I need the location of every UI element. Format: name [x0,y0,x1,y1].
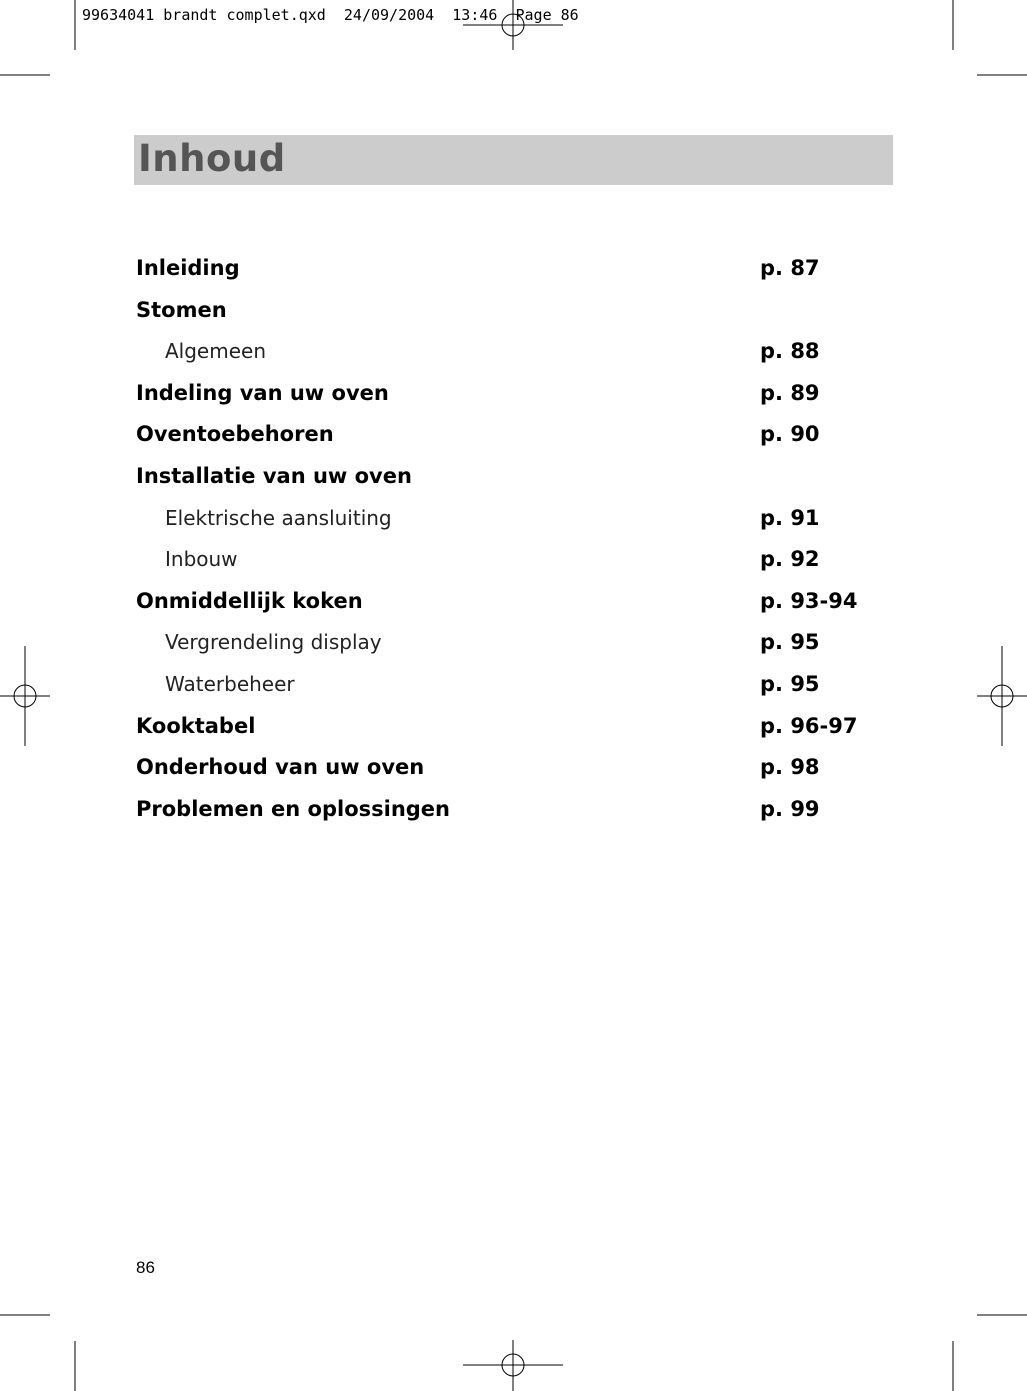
toc-entry-label: Inleiding [136,256,240,280]
toc-entry-page: p. 89 [760,380,820,405]
toc-entry-page: p. 98 [760,755,820,780]
registration-mark-right [977,646,1027,746]
toc-entry-page: p. 90 [760,422,820,447]
toc-entry [136,665,896,707]
toc-entry-label: Stomen [136,297,227,322]
toc-entry [136,707,896,749]
toc-entry-label: Elektrische aansluiting [165,505,392,530]
toc-entry-page: p. 95 [760,630,820,655]
toc-entry-label: Inbouw [165,547,238,572]
toc-entry-page: p. 93-94 [760,588,858,613]
toc-entry [136,623,896,665]
toc-entry-label: Vergrendeling display [165,630,382,655]
toc-entry-page: p. 92 [760,547,820,572]
toc-entry [136,457,896,499]
toc-entry-page: p. 91 [760,505,820,530]
page-title: Inhoud [138,137,286,180]
toc-entry [136,332,896,374]
title-band [134,135,893,185]
slug-line: 99634041 brandt complet.qxd 24/09/2004 13:46 Page 86 [82,6,579,24]
toc-entry-page: p. 87 [760,256,820,280]
registration-mark-bottom [463,1340,563,1391]
toc-entry [136,291,896,333]
toc-entry-label: Onmiddellijk koken [136,588,363,613]
toc-entry [136,582,896,624]
page-number: 86 [136,1258,155,1277]
toc-entry-page: p. 88 [760,339,820,364]
toc-entry-label: Problemen en oplossingen [136,796,450,821]
toc-entry-label: Oventoebehoren [136,422,334,447]
toc-entry-label: Onderhoud van uw oven [136,755,425,780]
toc-entry [136,790,896,832]
toc-entry-page: p. 95 [760,671,820,696]
toc-entry-page: p. 96-97 [760,713,858,738]
toc-entry-label: Installatie van uw oven [136,463,412,488]
table-of-contents [136,249,896,831]
toc-entry-label: Kooktabel [136,713,256,738]
toc-entry [136,748,896,790]
toc-entry [136,249,896,291]
toc-entry-label: Indeling van uw oven [136,380,389,405]
toc-entry [136,540,896,582]
toc-entry [136,415,896,457]
toc-entry [136,374,896,416]
toc-entry [136,499,896,541]
toc-entry-page: p. 99 [760,796,820,821]
registration-mark-left [0,646,50,746]
toc-entry-label: Waterbeheer [165,671,295,696]
toc-entry-label: Algemeen [165,339,267,364]
